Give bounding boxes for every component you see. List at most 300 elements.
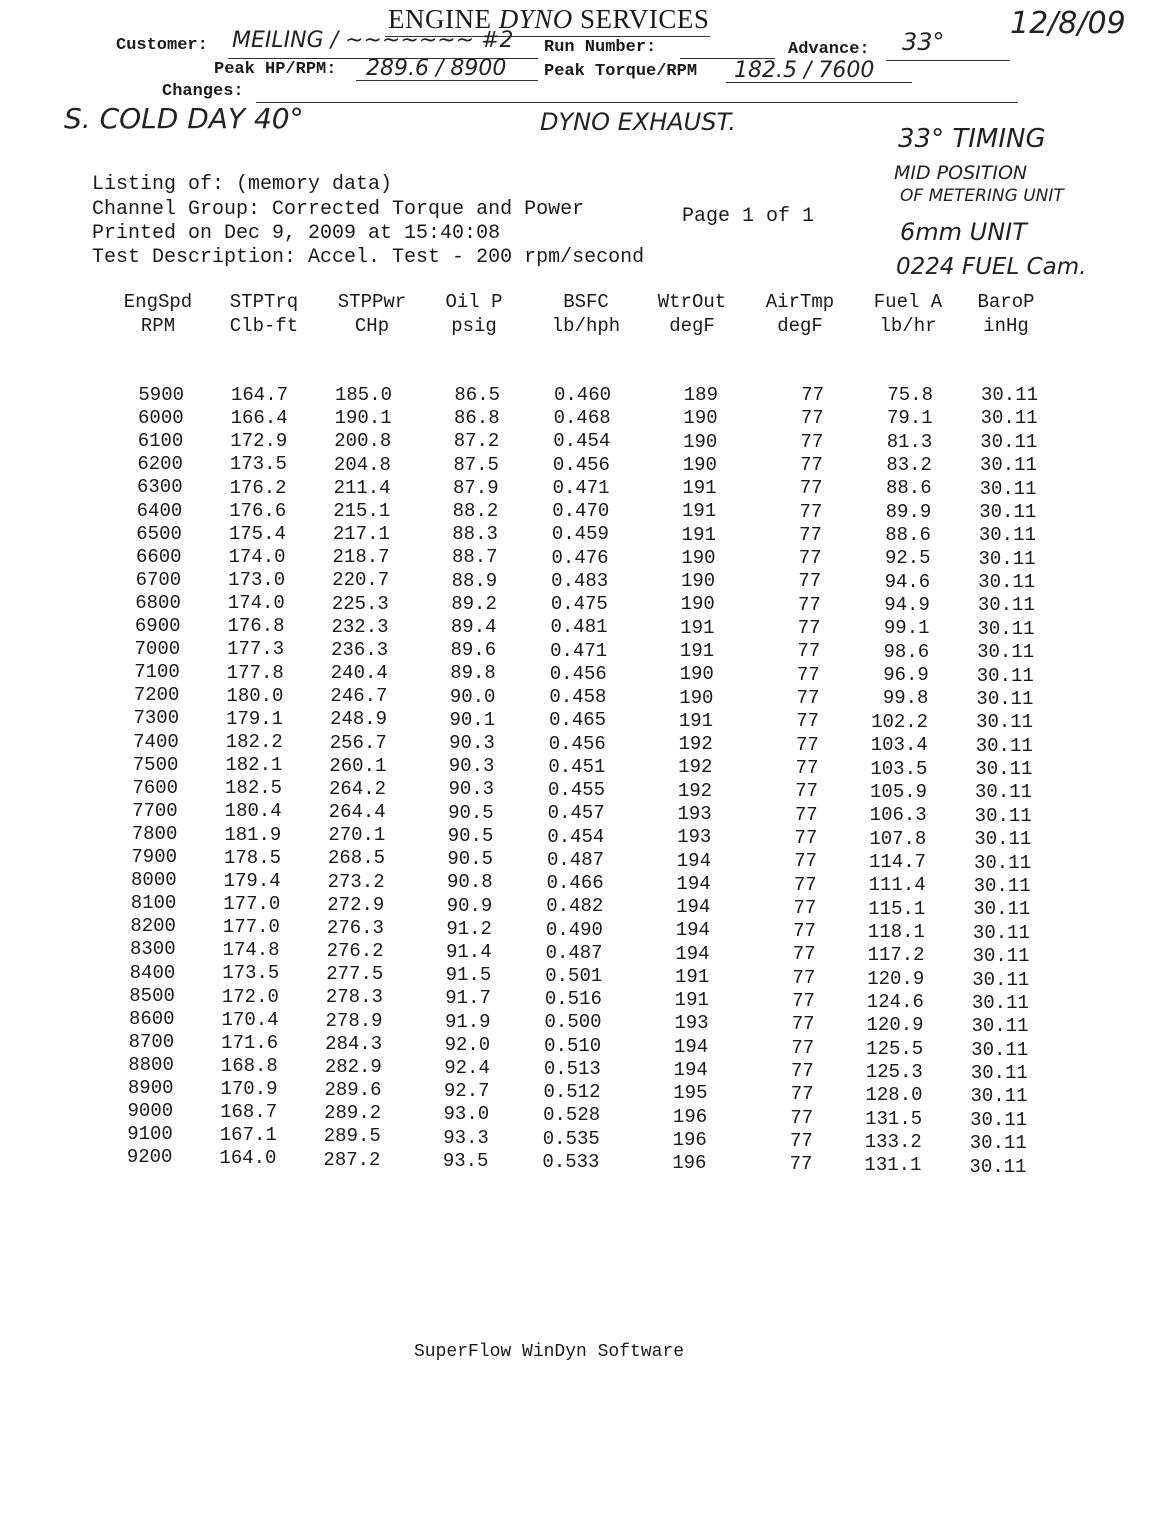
table-cell: 90.3: [448, 755, 495, 778]
table-cell: 103.5: [870, 757, 928, 780]
table-cell: 195: [673, 1082, 708, 1105]
table-cell: 276.2: [326, 940, 384, 963]
table-cell: 106.3: [869, 804, 927, 827]
table-cell: 7600: [132, 776, 179, 799]
table-cell: 7700: [132, 799, 178, 822]
table-cell: 30.11: [971, 1015, 1029, 1038]
table-cell: 174.8: [222, 939, 280, 962]
table-cell: 77: [790, 1106, 814, 1129]
table-cell: 220.7: [332, 569, 390, 592]
table-cell: 0.533: [542, 1150, 600, 1173]
table-cell: 30.11: [972, 968, 1030, 991]
table-cell: 77: [797, 640, 821, 663]
table-cell: 0.454: [553, 430, 611, 453]
table-cell: 190: [683, 430, 718, 453]
table-cell: 0.459: [551, 523, 609, 546]
table-cell: 190: [680, 593, 715, 616]
table-cell: 0.451: [548, 755, 606, 778]
table-cell: 77: [791, 1059, 814, 1082]
table-cell: 232.3: [331, 615, 389, 638]
table-cell: 0.481: [550, 616, 608, 639]
table-cell: 175.4: [228, 522, 286, 545]
table-cell: 30.11: [976, 664, 1034, 687]
table-cell: 91.9: [444, 1010, 491, 1033]
table-cell: 191: [675, 965, 710, 988]
advance-label: Advance:: [788, 40, 870, 59]
table-cell: 89.9: [885, 500, 932, 523]
table-cell: 131.5: [865, 1107, 923, 1130]
table-cell: 30.11: [973, 851, 1031, 874]
table-cell: 167.1: [219, 1124, 277, 1147]
column-unit: degF: [777, 315, 823, 337]
table-cell: 190: [681, 546, 716, 569]
table-cell: 77: [795, 756, 819, 779]
peak-hp-value: 289.6 / 8900: [366, 56, 507, 81]
table-cell: 30.11: [976, 687, 1034, 710]
table-cell: 225.3: [331, 592, 389, 615]
column-header: [745, 290, 855, 338]
title-part-2: DYNO: [498, 4, 573, 34]
table-cell: 0.500: [544, 1011, 602, 1034]
table-cell: 77: [789, 1129, 813, 1152]
table-cell: 8100: [130, 892, 177, 915]
table-cell: 193: [674, 1012, 709, 1035]
table-cell: 164.0: [219, 1147, 277, 1170]
table-cell: 0.476: [551, 546, 609, 569]
column-header: [103, 290, 213, 338]
table-cell: 88.3: [452, 523, 498, 546]
table-cell: 168.7: [220, 1101, 278, 1124]
column-name: STPTrq: [229, 291, 299, 313]
table-cell: 77: [795, 780, 819, 803]
table-cell: 88.2: [452, 500, 499, 523]
table-cell: 111.4: [868, 874, 926, 897]
table-cell: 90.1: [449, 708, 496, 731]
table-cell: 89.8: [450, 662, 496, 685]
table-cell: 191: [674, 989, 709, 1012]
table-cell: 189: [683, 384, 718, 406]
table-cell: 248.9: [330, 708, 388, 731]
table-cell: 88.6: [885, 477, 932, 500]
table-cell: 30.11: [980, 407, 1038, 430]
table-cell: 190: [682, 453, 717, 476]
table-cell: 93.5: [442, 1149, 489, 1172]
table-cell: 6900: [134, 615, 181, 637]
table-cell: 92.0: [444, 1033, 491, 1056]
table-cell: 8800: [128, 1053, 174, 1076]
column-name: EngSpd: [123, 291, 193, 313]
table-cell: 6400: [136, 499, 183, 522]
table-cell: 194: [676, 849, 711, 872]
table-cell: 236.3: [331, 638, 389, 661]
column-unit: CHp: [354, 315, 390, 337]
table-cell: 177.8: [226, 661, 284, 684]
table-cell: 0.475: [550, 593, 608, 616]
table-cell: 0.454: [547, 825, 605, 848]
table-cell: 77: [801, 384, 824, 406]
table-cell: 30.11: [977, 594, 1035, 617]
table-cell: 173.5: [229, 453, 287, 476]
table-cell: 192: [677, 779, 713, 802]
table-cell: 282.9: [324, 1055, 382, 1078]
table-cell: 192: [678, 756, 713, 779]
table-cell: 0.487: [545, 941, 603, 964]
table-cell: 30.11: [978, 524, 1036, 547]
column-name: WtrOut: [657, 291, 727, 313]
advance-line: [886, 60, 1010, 61]
table-cell: 77: [791, 1013, 815, 1036]
table-cell: 30.11: [969, 1155, 1027, 1178]
table-cell: 218.7: [332, 546, 390, 569]
table-cell: 289.5: [323, 1125, 381, 1148]
table-cell: 182.1: [225, 754, 283, 777]
table-cell: 30.11: [980, 384, 1038, 406]
table-cell: 7300: [133, 707, 180, 730]
table-cell: 190: [679, 686, 714, 709]
column-unit: degF: [669, 315, 715, 337]
table-cell: 7100: [134, 661, 180, 684]
table-cell: 77: [792, 966, 816, 989]
table-cell: 125.3: [865, 1061, 923, 1083]
table-cell: 6200: [137, 453, 183, 476]
table-cell: 91.5: [445, 964, 492, 987]
table-cell: 264.4: [328, 801, 386, 824]
table-cell: 6600: [135, 545, 182, 568]
table-cell: 5900: [138, 384, 184, 406]
table-cell: 194: [676, 872, 711, 895]
peak-hp-label: Peak HP/RPM:: [214, 60, 337, 79]
table-cell: 90.3: [448, 778, 495, 801]
run-number-label: Run Number:: [544, 38, 657, 57]
table-cell: 8600: [128, 1007, 175, 1030]
customer-label: Customer:: [116, 36, 208, 55]
peak-torque-line: [726, 82, 912, 83]
column-name: Fuel A: [873, 291, 943, 313]
table-cell: 173.0: [228, 569, 286, 592]
table-cell: 98.6: [883, 640, 930, 663]
table-cell: 179.4: [223, 869, 281, 892]
table-cell: 92.7: [443, 1080, 490, 1103]
changes-line: [256, 102, 1018, 103]
table-cell: 194: [675, 942, 710, 965]
table-cell: 260.1: [329, 754, 387, 777]
peak-torque-label: Peak Torque/RPM: [544, 62, 698, 81]
table-cell: 77: [793, 920, 816, 943]
table-cell: 30.11: [975, 734, 1033, 757]
table-cell: 272.9: [327, 893, 385, 916]
table-cell: 193: [677, 826, 712, 849]
table-cell: 89.6: [450, 639, 497, 662]
table-cell: 196: [672, 1128, 707, 1151]
column-header: [419, 290, 529, 338]
table-cell: 190: [680, 570, 716, 593]
table-cell: 30.11: [970, 1108, 1028, 1131]
table-cell: 30.11: [973, 874, 1031, 897]
changes-label: Changes:: [162, 82, 244, 101]
table-cell: 77: [798, 547, 822, 570]
table-cell: 168.8: [220, 1054, 278, 1077]
table-cell: 0.516: [544, 988, 602, 1011]
listing-line-4: Test Description: Accel. Test - 200 rpm/second: [92, 246, 645, 269]
table-cell: 102.2: [871, 710, 929, 733]
table-cell: 92.4: [444, 1056, 490, 1079]
table-cell: 77: [798, 593, 821, 616]
table-cell: 8700: [128, 1030, 175, 1053]
note-mid-position: MID POSITION: [894, 162, 1028, 184]
table-cell: 178.5: [223, 846, 281, 869]
table-cell: 191: [680, 616, 715, 639]
column-unit: lb/hph: [551, 315, 621, 337]
table-cell: 287.2: [323, 1148, 381, 1171]
table-cell: 0.471: [552, 476, 610, 499]
table-cell: 77: [800, 430, 824, 453]
table-cell: 0.455: [548, 779, 606, 802]
table-cell: 103.4: [870, 734, 928, 757]
table-cell: 77: [799, 500, 823, 523]
table-cell: 277.5: [326, 963, 384, 986]
table-cell: 185.0: [334, 384, 392, 406]
table-cell: 77: [797, 617, 821, 640]
column-header: [951, 290, 1061, 338]
table-cell: 6100: [137, 430, 184, 453]
table-cell: 120.9: [866, 1014, 924, 1037]
table-cell: 30.11: [971, 991, 1029, 1014]
table-cell: 192: [678, 733, 713, 756]
handwritten-date: 12/8/09: [1010, 6, 1126, 41]
table-cell: 177.0: [223, 892, 281, 915]
table-cell: 268.5: [327, 847, 385, 870]
table-cell: 179.1: [226, 707, 284, 730]
table-cell: 0.513: [543, 1057, 601, 1080]
table-cell: 273.2: [327, 870, 385, 893]
table-cell: 77: [794, 826, 818, 849]
table-cell: 0.501: [545, 965, 603, 987]
table-cell: 125.5: [866, 1037, 924, 1060]
table-cell: 191: [679, 640, 715, 663]
table-cell: 246.7: [330, 685, 388, 708]
column-unit: RPM: [140, 315, 176, 337]
table-cell: 117.2: [867, 944, 925, 967]
table-cell: 83.2: [886, 454, 932, 477]
table-cell: 90.0: [449, 685, 496, 708]
table-cell: 193: [677, 802, 712, 825]
table-cell: 181.9: [224, 823, 282, 846]
table-cell: 124.6: [866, 990, 924, 1013]
column-header: [317, 290, 427, 338]
table-cell: 9000: [127, 1100, 174, 1123]
table-cell: 217.1: [332, 523, 390, 546]
table-cell: 94.6: [884, 570, 931, 593]
table-cell: 200.8: [334, 430, 392, 453]
table-cell: 30.11: [979, 477, 1037, 500]
table-cell: 6000: [138, 407, 184, 430]
table-cell: 6700: [135, 568, 182, 591]
table-cell: 194: [673, 1035, 709, 1058]
table-cell: 6800: [135, 591, 181, 614]
table-cell: 177.0: [222, 916, 280, 939]
table-cell: 190: [683, 407, 718, 430]
table-cell: 131.1: [864, 1154, 922, 1177]
table-cell: 172.9: [230, 430, 288, 453]
table-cell: 284.3: [325, 1032, 383, 1055]
table-cell: 114.7: [868, 850, 926, 873]
table-cell: 172.0: [221, 985, 279, 1008]
table-cell: 0.483: [551, 569, 609, 592]
table-cell: 0.482: [546, 895, 604, 918]
table-cell: 77: [794, 803, 818, 826]
table-cell: 0.457: [547, 802, 605, 825]
customer-value: MEILING / ~~~~~~~ #2: [232, 28, 514, 53]
table-cell: 93.3: [443, 1126, 489, 1149]
table-cell: 7900: [131, 846, 177, 868]
table-cell: 88.6: [885, 524, 931, 547]
table-cell: 87.2: [453, 430, 500, 453]
table-cell: 7200: [133, 684, 180, 707]
table-cell: 90.3: [449, 732, 495, 755]
table-cell: 0.490: [545, 918, 603, 941]
note-6mm-unit: 6mm UNIT: [900, 218, 1027, 246]
footer-software: SuperFlow WinDyn Software: [414, 1342, 685, 1362]
table-cell: 77: [798, 570, 822, 593]
table-cell: 87.5: [453, 453, 499, 476]
table-cell: 173.5: [222, 962, 280, 985]
table-cell: 176.2: [229, 476, 287, 499]
table-cell: 164.7: [230, 384, 288, 406]
table-cell: 92.5: [884, 547, 931, 570]
table-cell: 0.528: [543, 1104, 601, 1127]
column-name: BaroP: [977, 291, 1035, 313]
table-cell: 7400: [133, 730, 179, 753]
table-cell: 91.2: [446, 917, 492, 940]
table-cell: 0.468: [553, 407, 611, 430]
table-cell: 128.0: [865, 1084, 923, 1107]
table-cell: 211.4: [333, 476, 391, 499]
table-cell: 170.9: [220, 1078, 278, 1101]
table-cell: 115.1: [868, 897, 926, 920]
table-cell: 30.11: [979, 454, 1037, 477]
table-cell: 180.0: [226, 684, 284, 707]
table-cell: 8000: [131, 869, 177, 892]
table-cell: 30.11: [971, 1038, 1029, 1061]
table-cell: 6300: [136, 476, 183, 499]
table-cell: 120.9: [867, 967, 925, 990]
column-unit: inHg: [983, 315, 1029, 337]
table-cell: 89.2: [451, 592, 497, 615]
table-cell: 86.8: [454, 407, 500, 430]
table-cell: 99.8: [882, 687, 929, 710]
table-cell: 194: [676, 896, 711, 919]
table-cell: 0.471: [550, 639, 608, 662]
table-cell: 30.11: [976, 711, 1034, 734]
table-cell: 240.4: [330, 662, 388, 685]
table-cell: 30.11: [973, 898, 1031, 921]
table-cell: 8400: [129, 961, 176, 984]
note-timing: 33° TIMING: [898, 124, 1046, 154]
table-cell: 30.11: [977, 617, 1035, 640]
table-cell: 77: [796, 663, 820, 686]
peak-torque-value: 182.5 / 7600: [734, 58, 875, 83]
table-cell: 270.1: [328, 824, 386, 847]
table-cell: 77: [792, 990, 815, 1013]
table-cell: 30.11: [970, 1085, 1028, 1108]
table-cell: 166.4: [230, 407, 288, 430]
table-cell: 77: [796, 710, 820, 733]
table-cell: 7800: [131, 822, 178, 845]
table-cell: 0.456: [552, 453, 610, 476]
table-cell: 107.8: [869, 827, 927, 850]
table-cell: 8300: [129, 938, 176, 961]
table-cell: 89.4: [450, 616, 497, 639]
title-part-1: ENGINE: [388, 4, 499, 34]
table-cell: 7000: [134, 638, 181, 661]
table-cell: 0.466: [546, 872, 604, 895]
table-cell: 77: [796, 687, 820, 710]
table-cell: 75.8: [887, 384, 933, 406]
table-cell: 7500: [132, 753, 179, 776]
table-cell: 289.2: [324, 1102, 382, 1125]
table-cell: 190: [679, 663, 714, 686]
note-dyno-exhaust: DYNO EXHAUST.: [540, 108, 736, 136]
table-cell: 196: [672, 1105, 708, 1128]
table-cell: 77: [795, 733, 819, 756]
column-header: [853, 290, 963, 338]
table-cell: 170.4: [221, 1008, 279, 1031]
table-cell: 0.510: [544, 1034, 602, 1057]
table-cell: 191: [682, 500, 717, 523]
table-cell: 8900: [127, 1077, 174, 1099]
table-cell: 90.9: [446, 894, 493, 917]
listing-page: Page 1 of 1: [682, 205, 815, 228]
table-cell: 289.6: [324, 1079, 382, 1102]
note-metering-unit: OF METERING UNIT: [900, 186, 1064, 206]
table-cell: 0.456: [549, 662, 607, 685]
table-cell: 77: [793, 873, 817, 896]
column-name: BSFC: [563, 291, 609, 313]
table-cell: 77: [800, 407, 824, 430]
table-cell: 30.11: [974, 804, 1032, 827]
table-cell: 77: [791, 1036, 815, 1059]
table-cell: 93.0: [443, 1103, 490, 1126]
column-unit: Clb-ft: [229, 315, 299, 337]
table-cell: 77: [790, 1083, 814, 1106]
table-cell: 30.11: [970, 1062, 1028, 1085]
table-cell: 8200: [130, 915, 176, 938]
table-cell: 87.9: [452, 476, 499, 499]
table-cell: 174.0: [228, 545, 286, 568]
table-cell: 264.2: [329, 777, 387, 800]
column-name: STPPwr: [337, 291, 407, 313]
table-cell: 0.460: [553, 384, 611, 406]
table-cell: 30.11: [980, 430, 1038, 453]
table-cell: 30.11: [978, 571, 1036, 594]
table-cell: 180.4: [224, 800, 282, 823]
table-cell: 9200: [126, 1146, 173, 1169]
table-cell: 133.2: [864, 1131, 922, 1154]
note-cold-day: S. COLD DAY 40°: [64, 102, 304, 135]
column-name: AirTmp: [765, 291, 835, 313]
column-unit: lb/hr: [879, 315, 937, 337]
table-cell: 88.9: [451, 569, 498, 592]
table-cell: 0.456: [548, 732, 606, 755]
table-cell: 256.7: [329, 731, 387, 754]
table-cell: 30.11: [972, 921, 1030, 944]
table-cell: 194: [673, 1058, 708, 1081]
table-cell: 30.11: [974, 828, 1032, 851]
table-cell: 182.5: [225, 777, 283, 800]
table-cell: 77: [799, 523, 822, 546]
table-cell: 77: [792, 943, 816, 966]
table-cell: 8500: [129, 984, 175, 1007]
